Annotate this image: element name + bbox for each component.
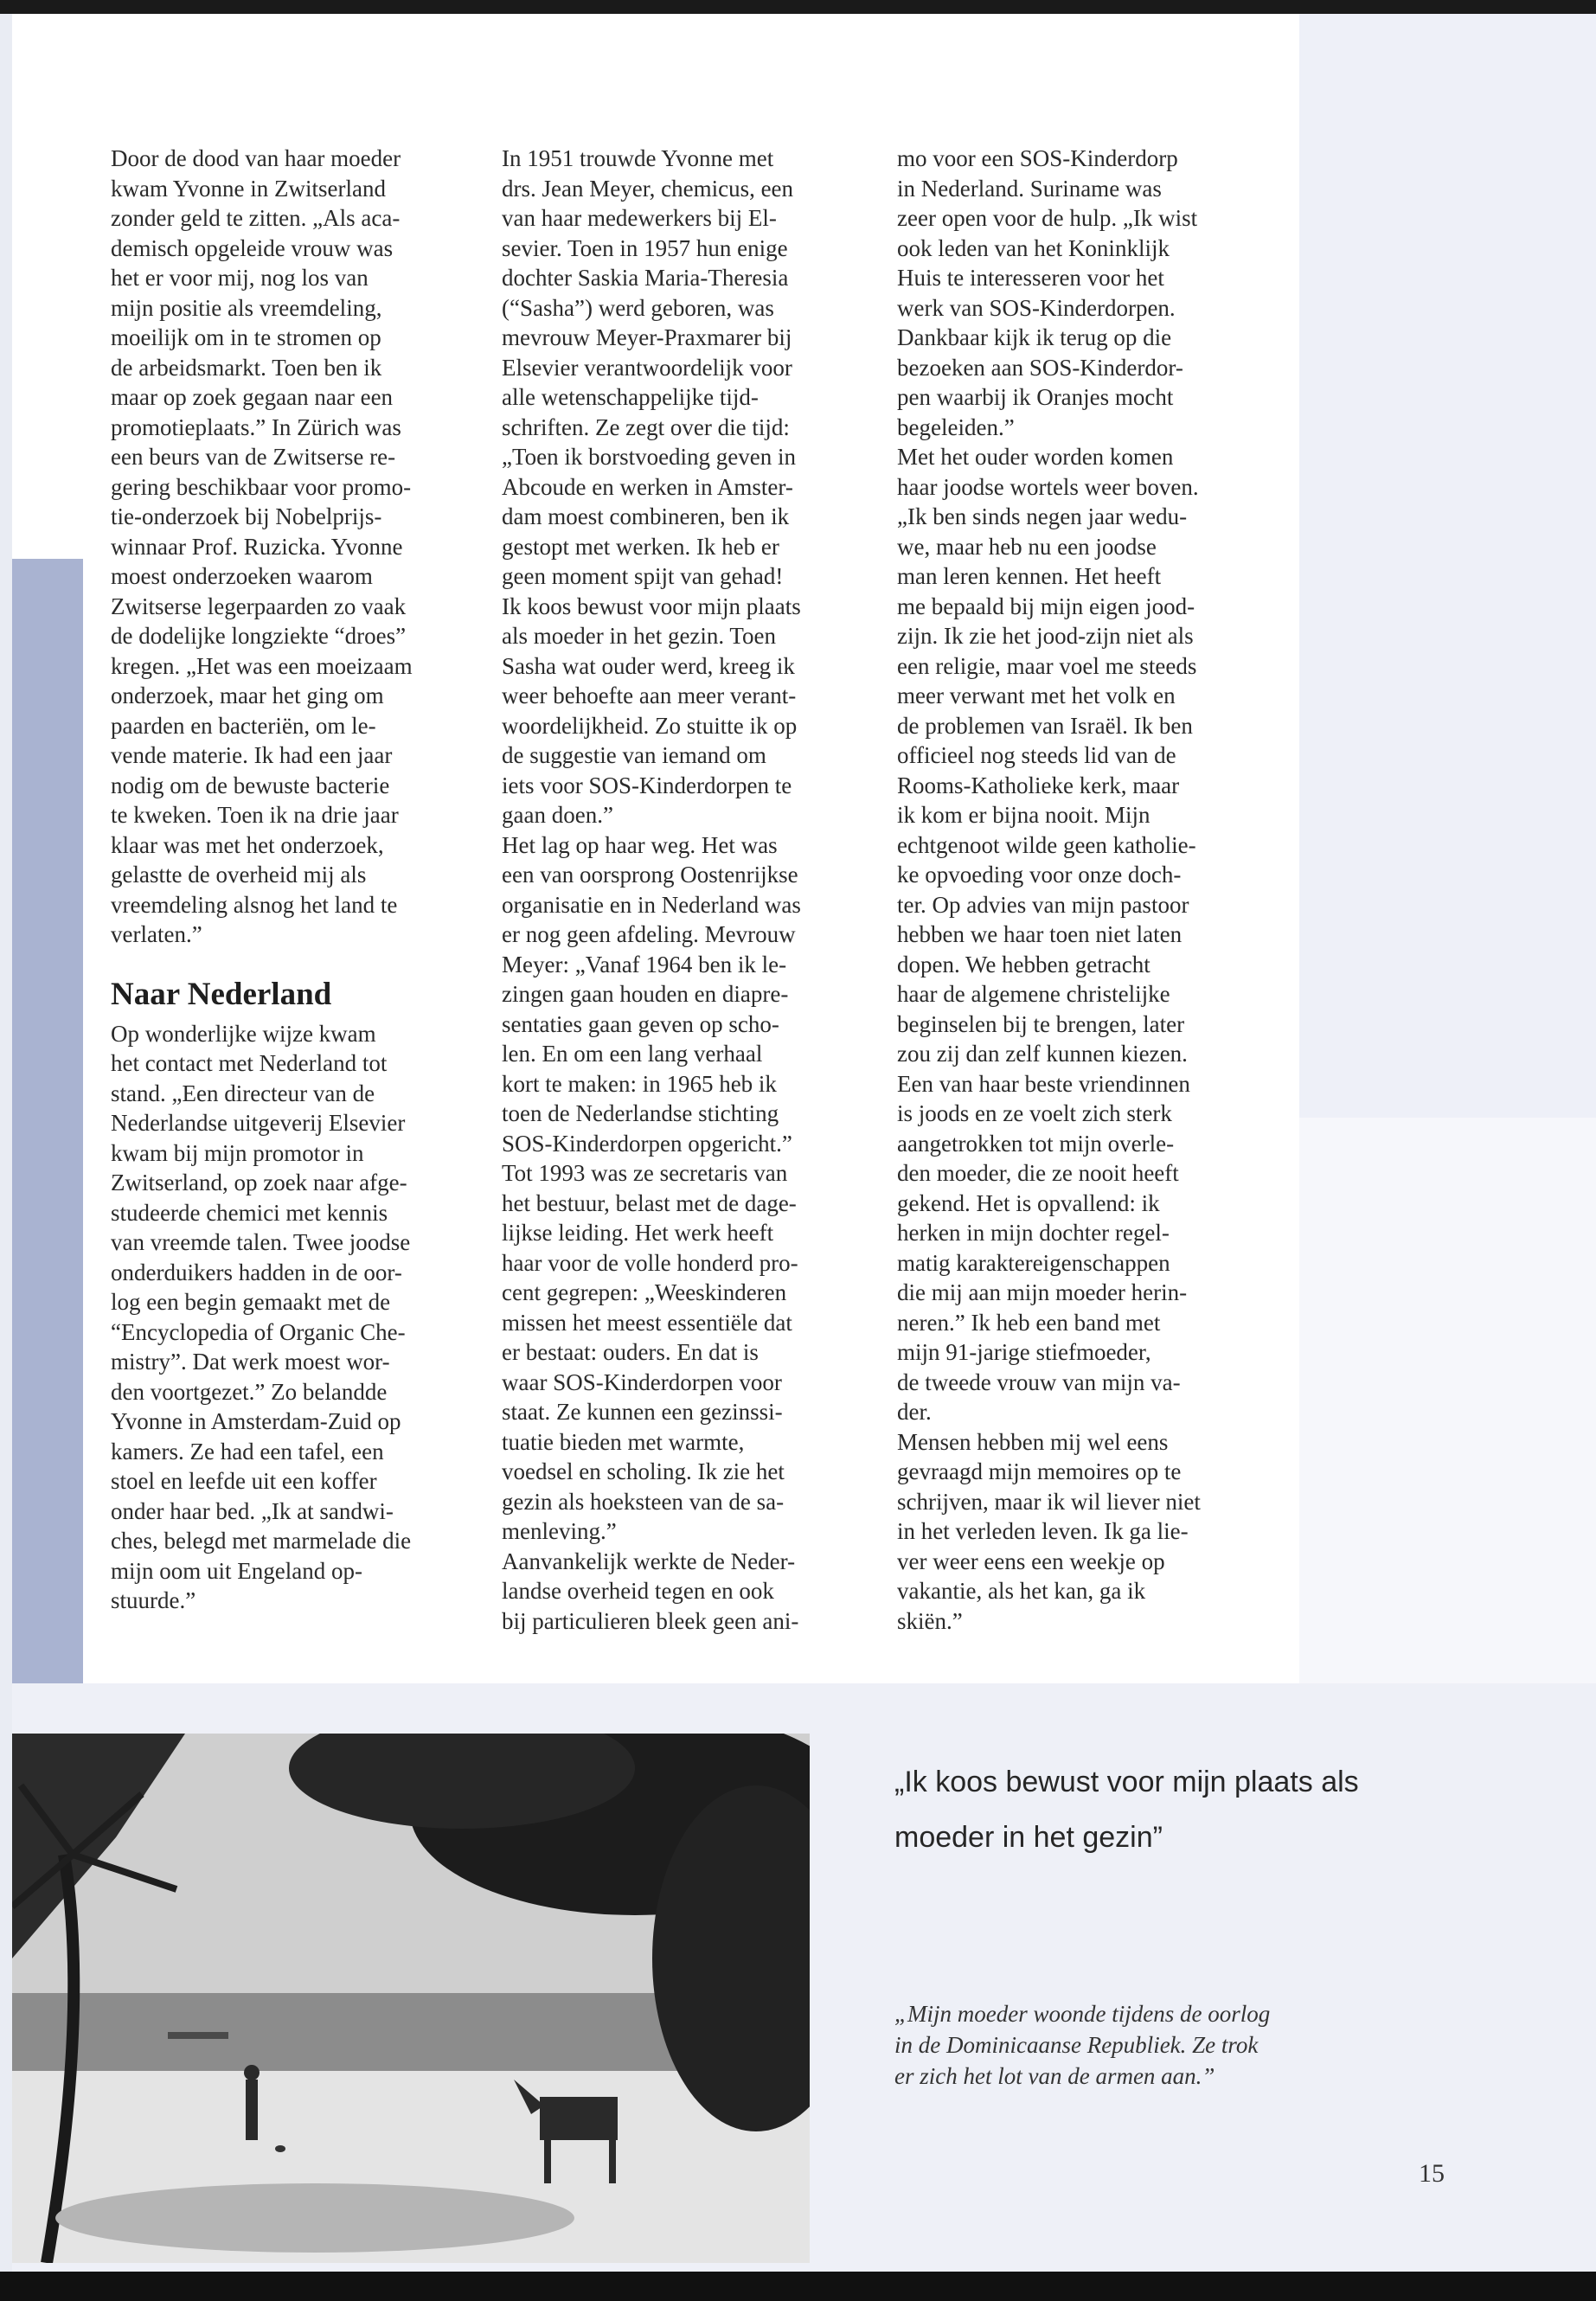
top-border <box>0 0 1596 14</box>
body-paragraph: Door de dood van haar moeder kwam Yvonne in Zwitserland zonder geld te zitten. „Als aca- demisch opgeleide vrouw was het er voor mij, nog los van mijn positie als vreemdeling, moeilijk om in te stromen op de arbeidsmarkt. Toen ben ik maar op zoek gegaan naar een promotieplaats.” In Zürich was een beurs van de Zwitserse re- gering beschikbaar voor promo- tie-onderzoek bij Nobelprijs- winnaar Prof. Ruzicka. Yvonne moest onderzoeken waarom Zwitserse legerpaarden zo vaak de dodelijke longziekte “droes” kregen. „Het was een moeizaam onderzoek, maar het ging om paarden en bacteriën, om le- vende materie. Ik had een jaar nodig om de bewuste bacterie te kweken. Toen ik na drie jaar klaar was met het onderzoek, gelastte de overheid mij als vreemdeling alsnog het land te verlaten.” <box>111 145 413 947</box>
left-accent-panel <box>12 559 83 1683</box>
article-column-3 <box>897 144 1278 1636</box>
right-accent-panel-lower <box>1299 1118 1596 1683</box>
photo-caption: „Mijn moeder woonde tijdens de oorlog in de Dominicaanse Republiek. Ze trok er zich het lot van de armen aan.” <box>894 2001 1271 2089</box>
body-paragraph: Het lag op haar weg. Het was een van oorsprong Oostenrijkse organisatie en in Nederland was er nog geen afdeling. Mevrouw Meyer: „Vanaf 1964 ben ik le- zingen gaan houden en diapre- sentaties gaan geven op scho- len. En om een lang verhaal kort te maken: in 1965 heb ik toen de Nederlandse stichting SOS-Kinderdorpen opgericht.” Tot 1993 was ze secretaris van het bestuur, belast met de dage- lijkse leiding. Het werk heeft haar voor de volle honderd pro- cent gegrepen: „Weeskinderen missen het meest essentiële dat er bestaat: ouders. En dat is waar SOS-Kinderdorpen voor staat. Ze kunnen een gezinssi- tuatie bieden met warmte, voedsel en scholing. Ik zie het gezin als hoeksteen van de sa- menleving.” <box>502 831 801 1544</box>
section-heading: Naar Nederland <box>111 976 332 1012</box>
page-number: 15 <box>1419 2159 1445 2188</box>
body-paragraph: Aanvankelijk werkte de Neder- landse overheid tegen en ook bij particulieren bleek geen ani- <box>502 1548 799 1634</box>
body-paragraph: In 1951 trouwde Yvonne met drs. Jean Meyer, chemicus, een van haar medewerkers bij El- sevier. Toen in 1957 hun enige dochter Saskia Maria-Theresia (“Sasha”) werd geboren, was mevrouw Meyer-Praxmarer bij Elsevier verantwoordelijk voor alle wetenschappelijke tijd- schriften. Ze zegt over die tijd: „Toen ik borstvoeding geven in Abcoude en werken in Amster- dam moest combineren, ben ik gestopt met werken. Ik heb er geen moment spijt van gehad! Ik koos bewust voor mijn plaats als moeder in het gezin. Toen Sasha wat ouder werd, kreeg ik weer behoefte aan meer verant- woordelijkheid. Zo stuitte ik op de suggestie van iemand om iets voor SOS-Kinderdorpen te gaan doen.” <box>502 145 801 828</box>
left-edge-strip <box>0 14 12 2272</box>
body-paragraph: mo voor een SOS-Kinderdorp in Nederland. Suriname was zeer open voor de hulp. „Ik wist ook leden van het Koninklijk Huis te interesseren voor het werk van SOS-Kinderdorpen. Dankbaar kijk ik terug op die bezoeken aan SOS-Kinderdor- pen waarbij ik Oranjes mocht begeleiden.” <box>897 145 1198 440</box>
body-paragraph: Op wonderlijke wijze kwam het contact met Nederland tot stand. „Een directeur van de Nederlandse uitgeverij Elsevier kwam bij mijn promotor in Zwitserland, op zoek naar afge- studeerde chemici met kennis van vreemde talen. Twee joodse onderduikers hadden in de oor- log een begin gemaakt met de “Encyclopedia of Organic Che- mistry”. Dat werk moest wor- den voortgezet.” Zo belandde Yvonne in Amsterdam-Zuid op kamers. Ze had een tafel, een stoel en leefde uit een koffer onder haar bed. „Ik at sandwi- ches, belegd met marmelade die mijn oom uit Engeland op- stuurde.” <box>111 1020 412 1613</box>
pull-quote: „Ik koos bewust voor mijn plaats als moeder in het gezin” <box>894 1766 1359 1854</box>
article-column-1 <box>111 144 491 1616</box>
beach-photo-illustration <box>12 1734 810 2263</box>
body-paragraph: Mensen hebben mij wel eens gevraagd mijn memoires op te schrijven, maar ik wil liever niet in het verleden leven. Ik ga lie- ver weer eens een weekje op vakantie, als het kan, ga ik skiën.” <box>897 1428 1201 1634</box>
body-paragraph: Met het ouder worden komen haar joodse wortels weer boven. „Ik ben sinds negen jaar wedu- we, maar heb nu een joodse man leren kennen. Het heeft me bepaald bij mijn eigen jood- zijn. Ik zie het jood-zijn niet als een religie, maar voel me steeds meer verwant met het volk en de problemen van Israël. Ik ben officieel nog steeds lid van de Rooms-Katholieke kerk, maar ik kom er bijna nooit. Mijn echtgenoot wilde geen katholie- ke opvoeding voor onze doch- ter. Op advies van mijn pastoor hebben we haar toen niet laten dopen. We hebben getracht haar de algemene christelijke beginselen bij te brengen, later zou zij dan zelf kunnen kiezen. Een van haar beste vriendinnen is joods en ze voelt zich sterk aangetrokken tot mijn overle- den moeder, die ze nooit heeft gekend. Het is opvallend: ik herken in mijn dochter regel- matig karaktereigenschappen die mij aan mijn moeder herin- neren.” Ik heb een band met mijn 91-jarige stiefmoeder, de tweede vrouw van mijn va- der. <box>897 444 1199 1425</box>
article-column-2 <box>502 144 869 1636</box>
right-accent-panel <box>1299 14 1596 1118</box>
beach-photo <box>12 1734 810 2263</box>
bottom-border <box>0 2272 1596 2301</box>
